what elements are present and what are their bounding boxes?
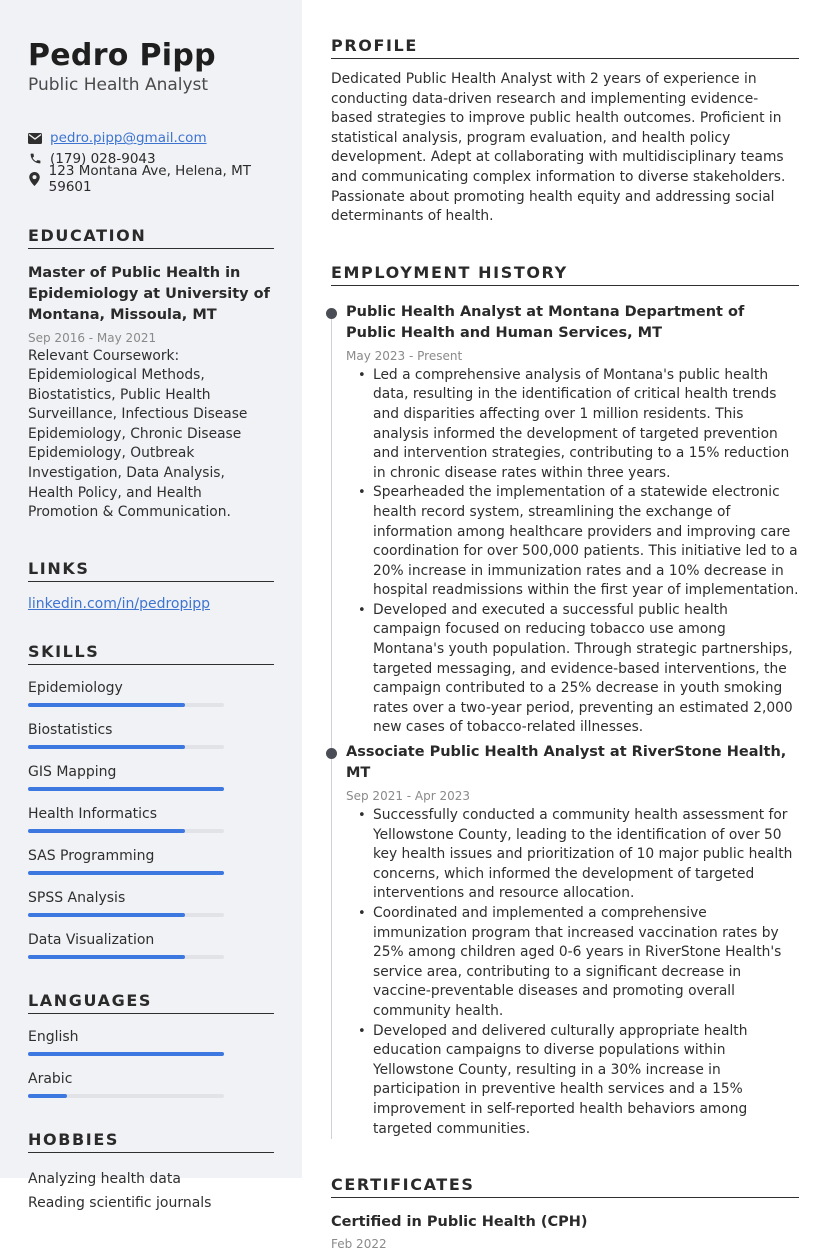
address-text: 123 Montana Ave, Helena, MT 59601 [48, 163, 251, 196]
skill-item [28, 721, 274, 749]
profile-text: Dedicated Public Health Analyst with 2 years of experience in conducting data-driven research and implementing evidence-based strategies to improve public health outcomes. Proficient in statistical analysis, program evaluation, and health policy development. Adept at collaborating with multidisciplinary teams and communicating complex information to diverse stakeholders. Passionate about promoting health equity and addressing social determinants of health. [331, 71, 786, 225]
skill-item [28, 931, 274, 959]
hobbies-section [28, 1130, 274, 1216]
candidate-name: Pedro Pipp [28, 38, 216, 73]
job-bullet: • Developed and delivered culturally appropriate health education campaigns to diverse populations within Yellowstone County, resulting in a 30% increase in participation in preventive health services and a 15% improvement in self-reported health behaviors among targeted communities. [346, 1022, 799, 1140]
email-link[interactable]: pedro.pipp@gmail.com [50, 130, 207, 147]
education-section [28, 226, 274, 523]
links-heading: LINKS [28, 559, 274, 582]
phone-text: (179) 028-9043 [50, 150, 156, 167]
phone-icon [28, 152, 42, 166]
job-dates: Sep 2021 - Apr 2023 [346, 789, 471, 804]
languages-section [28, 991, 274, 1098]
job-title: Public Health Analyst at Montana Department of Public Health and Human Services, MT [346, 303, 745, 341]
education-details: Relevant Coursework: Epidemiological Methods, Biostatistics, Public Health Surveillance, Infectious Disease Epidemiology, Chronic Disease Epidemiology, Outbreak Investigation, Data Analysis, Health Policy, and Health Promotion & Communication. [28, 347, 248, 521]
languages-list [28, 1028, 274, 1098]
skill-level-fill [28, 787, 224, 791]
job-bullet: • Developed and executed a successful public health campaign focused on reducing tobacco use among Montana's youth population. Through strategic partnerships, targeted messaging, and evidence-based interventions, the campaign contributed to a 25% decrease in youth smoking rates over a two-year period, preventing an estimated 2,000 new cases of tobacco-related illnesses. [346, 601, 799, 738]
skill-level-bar [28, 955, 224, 959]
candidate-title: Public Health Analyst [28, 75, 209, 95]
hobbies-list [28, 1167, 274, 1216]
skill-item [28, 889, 274, 917]
location-pin-icon [28, 172, 41, 186]
skill-item [28, 763, 274, 791]
certificates-list [331, 1212, 799, 1253]
skill-level-bar [28, 913, 224, 917]
certificate-name: Certified in Public Health (CPH) [331, 1214, 588, 1231]
employment-heading: EMPLOYMENT HISTORY [331, 263, 799, 286]
employment-list [331, 302, 799, 1139]
contact-block [28, 128, 274, 196]
skill-level-fill [28, 871, 224, 875]
links-section [28, 559, 274, 612]
hobby-item: Analyzing health data [28, 1170, 181, 1187]
language-level-bar [28, 1094, 224, 1098]
sidebar [0, 0, 302, 1212]
skill-label: SPSS Analysis [28, 889, 126, 906]
skill-level-fill [28, 913, 185, 917]
education-degree: Master of Public Health in Epidemiology at University of Montana, Missoula, MT [28, 264, 270, 323]
timeline-dot [326, 748, 337, 759]
job-entry [331, 302, 799, 738]
skills-heading: SKILLS [28, 642, 274, 665]
timeline-dot [326, 308, 337, 319]
skill-label: Epidemiology [28, 679, 123, 696]
skill-item [28, 805, 274, 833]
job-bullet: • Coordinated and implemented a comprehensive immunization program that increased vaccination rates by 25% among children aged 0-6 years in RiverStone Health's service area, contributing to a significant decrease in vaccine-preventable diseases and promoting overall community health. [346, 904, 799, 1022]
skill-label: Biostatistics [28, 721, 113, 738]
skill-label: Health Informatics [28, 805, 158, 822]
skill-label: SAS Programming [28, 847, 155, 864]
certificate-date: Feb 2022 [331, 1237, 387, 1252]
envelope-icon [28, 131, 42, 145]
job-bullet: • Spearheaded the implementation of a statewide electronic health record system, streamlining the exchange of information among healthcare providers and improving care coordination for over 500,000 patients. This initiative led to a 20% increase in immunization rates and a 10% decrease in hospital readmissions within the first year of implementation. [346, 483, 799, 601]
job-entry [331, 742, 799, 1139]
job-bullets [346, 366, 799, 738]
job-bullets [346, 806, 799, 1139]
contact-address-row [28, 163, 274, 196]
profile-section [331, 36, 799, 227]
skill-level-bar [28, 745, 224, 749]
education-heading: EDUCATION [28, 226, 274, 249]
skill-level-bar [28, 703, 224, 707]
main-content [302, 0, 833, 1252]
language-label: Arabic [28, 1070, 73, 1087]
linkedin-link[interactable]: linkedin.com/in/pedropipp [28, 595, 211, 612]
language-level-bar [28, 1052, 224, 1056]
languages-heading: LANGUAGES [28, 991, 274, 1014]
language-item [28, 1028, 274, 1056]
skills-list [28, 679, 274, 959]
hobby-item: Reading scientific journals [28, 1195, 212, 1212]
language-level-fill [28, 1052, 224, 1056]
contact-email-row [28, 128, 274, 149]
language-item [28, 1070, 274, 1098]
job-dates: May 2023 - Present [346, 348, 463, 363]
skill-level-fill [28, 955, 185, 959]
job-bullet: • Successfully conducted a community health assessment for Yellowstone County, leading to the identification of over 50 key health issues and prioritization of 10 major public health concerns, which informed the development of targeted interventions and resource allocation. [346, 806, 799, 904]
certificates-heading: CERTIFICATES [331, 1175, 799, 1198]
profile-heading: PROFILE [331, 36, 799, 59]
job-bullet: • Led a comprehensive analysis of Montana's public health data, resulting in the identification of critical health trends and disparities affecting over 1 million residents. This analysis informed the development of targeted prevention and intervention strategies, contributing to a 15% reduction in chronic disease rates within three years. [346, 366, 799, 484]
skill-item [28, 847, 274, 875]
skill-label: GIS Mapping [28, 763, 117, 780]
certificates-section [331, 1175, 799, 1253]
language-level-fill [28, 1094, 67, 1098]
skills-section [28, 642, 274, 959]
skill-level-fill [28, 829, 185, 833]
employment-section [331, 263, 799, 1139]
job-title: Associate Public Health Analyst at RiverStone Health, MT [346, 744, 787, 782]
skill-level-bar [28, 829, 224, 833]
skill-level-fill [28, 745, 185, 749]
skill-level-bar [28, 787, 224, 791]
skill-level-bar [28, 871, 224, 875]
hobbies-heading: HOBBIES [28, 1130, 274, 1153]
language-label: English [28, 1028, 79, 1045]
skill-item [28, 679, 274, 707]
skill-level-fill [28, 703, 185, 707]
education-dates: Sep 2016 - May 2021 [28, 330, 157, 345]
skill-label: Data Visualization [28, 931, 155, 948]
